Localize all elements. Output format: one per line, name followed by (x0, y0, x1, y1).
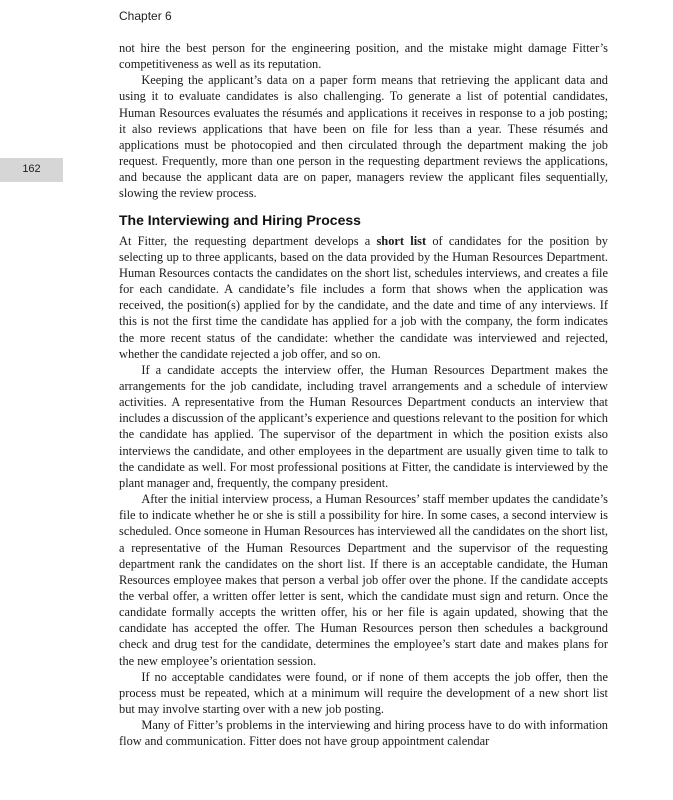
body-paragraph: Keeping the applicant’s data on a paper form means that retrieving the applicant data and using it to evaluate candidates is also challenging. To generate a list of potential candidates, Human Resources evaluates the résumés and applications it receives in response to a job posting; it also reviews applications that have been on file for less than a year. These résumés and applications must be photocopied and then circulated through the department making the job request. Frequently, more than one person in the requesting department reviews the applications, and because the applicant data are on paper, managers review the applicant files sequentially, slowing the review process. (119, 73, 608, 201)
body-paragraph: not hire the best person for the engineering position, and the mistake might damage Fitter’s competitiveness as well as its reputation. (119, 41, 608, 72)
page-number: 162 (22, 163, 41, 175)
chapter-label: Chapter 6 (119, 9, 172, 23)
body-paragraph (119, 233, 608, 362)
body-paragraph: If a candidate accepts the interview offer, the Human Resources Department makes the arrangements for the job candidate, including travel arrangements and a schedule of interview activities. A representative from the Human Resources Department conducts an interview that includes a discussion of the applicant’s experience and questions relevant to the position for which the candidate has applied. The supervisor of the department in which the position exists also interviews the candidate, and other employees in the department are usually given time to talk to the candidate as well. For most professional positions at Fitter, the candidate is interviewed by the plant manager and, frequently, the company president. (119, 362, 608, 490)
paragraph-text: of candidates for the position by selecting up to three applicants, based on the data provided by the Human Resources Department. Human Resources contacts the candidates on the short list, schedules interviews, and creates a file for each candidate. A candidate’s file includes a form that shows when the application was received, the position(s) applied for by the candidate, and the date and time of any interviews. If this is not the first time the candidate has applied for a job with the company, the form indicates the more recent status of the candidate: whether the candidate was interviewed and rejected, whether the candidate rejected a job offer, and so on. (119, 233, 608, 361)
section-heading: The Interviewing and Hiring Process (119, 211, 361, 228)
key-term: short list (376, 233, 427, 248)
page-body (119, 40, 608, 750)
paragraph-text: At Fitter, the requesting department develops a (119, 233, 377, 248)
body-paragraph: If no acceptable candidates were found, or if none of them accepts the job offer, then the process must be repeated, which at a minimum will require the development of a new short list but may involve starting over with a new job posting. (119, 669, 608, 717)
body-paragraph: After the initial interview process, a Human Resources’ staff member updates the candidate’s file to indicate whether he or she is still a possibility for hire. In some cases, a second interview is scheduled. Once someone in Human Resources has interviewed all the candidates on the short list, a representative of the Human Resources Department and the supervisor of the requesting department rank the candidates on the short list. If there is an acceptable candidate, the Human Resources employee makes that person a verbal job offer over the phone. If the candidate accepts the verbal offer, a written offer letter is sent, which the candidate must sign and return. Once the candidate formally accepts the written offer, his or her file is again updated, showing that the candidate has accepted the offer. The Human Resources person then schedules a background check and drug test for the candidate, determines the employee’s start date and makes plans for the new employee’s orientation session. (119, 492, 608, 668)
body-paragraph: Many of Fitter’s problems in the interviewing and hiring process have to do with information flow and communication. Fitter does not have group appointment calendar (119, 718, 608, 749)
